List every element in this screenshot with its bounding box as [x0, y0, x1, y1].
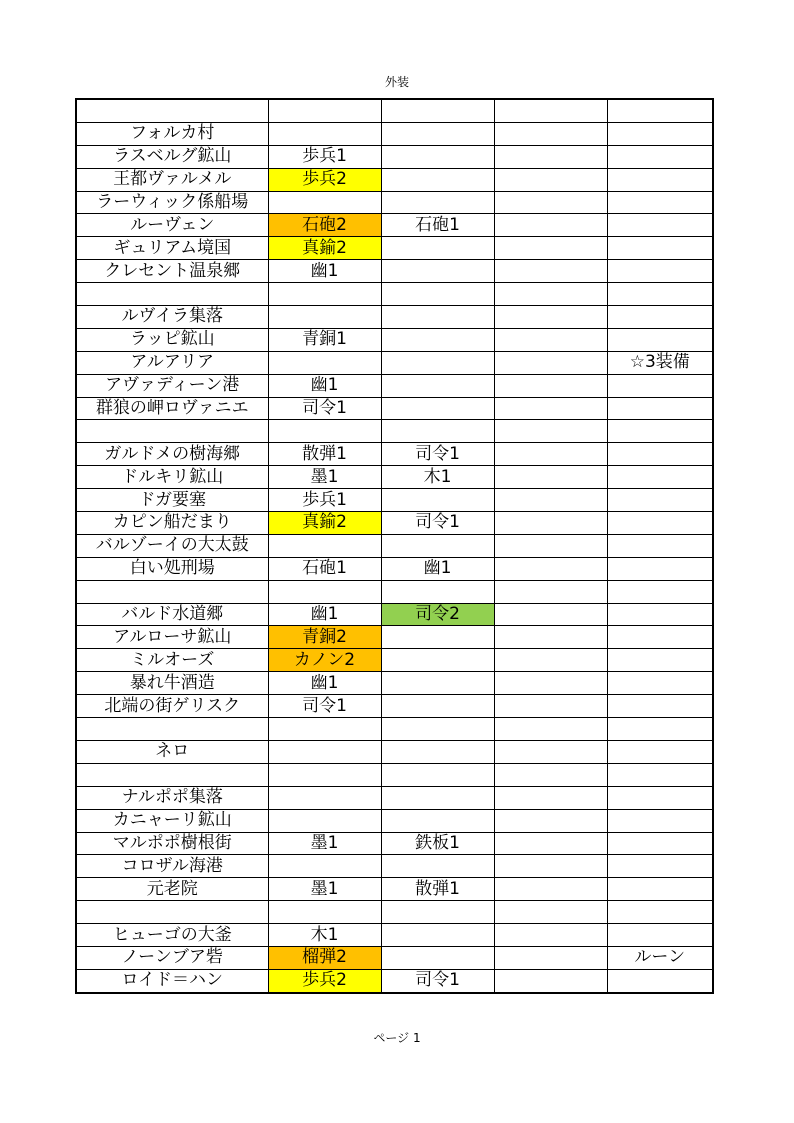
- note-cell: [607, 626, 713, 649]
- note-cell: [607, 878, 713, 901]
- note-cell: [607, 145, 713, 168]
- table-row: [76, 649, 713, 672]
- table-row: [76, 534, 713, 557]
- material-1-cell: [268, 283, 381, 306]
- location-cell: アヴァディーン港: [76, 374, 268, 397]
- material-3-cell: [494, 580, 607, 603]
- table-row: [76, 489, 713, 512]
- material-2-cell: 司令1: [381, 512, 494, 535]
- material-3-cell: [494, 351, 607, 374]
- material-3-cell: [494, 466, 607, 489]
- material-3-cell: [494, 145, 607, 168]
- material-1-cell: 木1: [268, 924, 381, 947]
- material-2-cell: [381, 260, 494, 283]
- note-cell: [607, 718, 713, 741]
- material-2-cell: [381, 122, 494, 145]
- material-1-cell: [268, 122, 381, 145]
- location-cell: カニャーリ鉱山: [76, 809, 268, 832]
- note-cell: [607, 512, 713, 535]
- table-row: [76, 763, 713, 786]
- table-row: [76, 695, 713, 718]
- location-cell: [76, 580, 268, 603]
- location-cell: バルゾーイの大太鼓: [76, 534, 268, 557]
- material-1-cell: 歩兵1: [268, 145, 381, 168]
- table-row: [76, 260, 713, 283]
- material-1-cell: [268, 718, 381, 741]
- location-cell: ルヴイラ集落: [76, 306, 268, 329]
- material-2-cell: [381, 580, 494, 603]
- location-cell: [76, 420, 268, 443]
- material-2-cell: 木1: [381, 466, 494, 489]
- material-1-cell: 青銅1: [268, 328, 381, 351]
- material-2-cell: [381, 809, 494, 832]
- location-cell: カピン船だまり: [76, 512, 268, 535]
- table-row: [76, 901, 713, 924]
- location-cell: [76, 283, 268, 306]
- material-3-cell: [494, 878, 607, 901]
- table-row: [76, 306, 713, 329]
- material-1-cell: [268, 306, 381, 329]
- table-row: [76, 443, 713, 466]
- material-1-cell: 幽1: [268, 672, 381, 695]
- note-cell: [607, 420, 713, 443]
- location-cell: ドガ要塞: [76, 489, 268, 512]
- material-2-cell: 司令2: [381, 603, 494, 626]
- note-cell: [607, 603, 713, 626]
- note-cell: ルーン: [607, 946, 713, 969]
- note-cell: [607, 809, 713, 832]
- table-row: [76, 351, 713, 374]
- note-cell: [607, 695, 713, 718]
- location-cell: ヒューゴの大釜: [76, 924, 268, 947]
- material-2-cell: [381, 901, 494, 924]
- table-row: [76, 145, 713, 168]
- material-1-cell: カノン2: [268, 649, 381, 672]
- table-row: [76, 191, 713, 214]
- material-3-cell: [494, 809, 607, 832]
- location-cell: 北端の街ゲリスク: [76, 695, 268, 718]
- material-3-cell: [494, 420, 607, 443]
- table-row: [76, 283, 713, 306]
- material-2-cell: [381, 237, 494, 260]
- location-cell: 白い処刑場: [76, 557, 268, 580]
- page-footer: ページ 1: [373, 1031, 421, 1045]
- material-2-cell: [381, 740, 494, 763]
- note-cell: [607, 672, 713, 695]
- material-1-cell: 真鍮2: [268, 237, 381, 260]
- note-cell: [607, 557, 713, 580]
- material-1-cell: 墨1: [268, 878, 381, 901]
- table-row: [76, 466, 713, 489]
- note-cell: [607, 786, 713, 809]
- material-3-cell: [494, 214, 607, 237]
- material-1-cell: [268, 99, 381, 122]
- material-1-cell: 幽1: [268, 260, 381, 283]
- table-row: [76, 786, 713, 809]
- table-row: [76, 237, 713, 260]
- note-cell: [607, 855, 713, 878]
- material-2-cell: [381, 534, 494, 557]
- material-3-cell: [494, 672, 607, 695]
- material-2-cell: [381, 99, 494, 122]
- note-cell: [607, 260, 713, 283]
- material-3-cell: [494, 306, 607, 329]
- material-1-cell: 司令1: [268, 397, 381, 420]
- material-2-cell: [381, 351, 494, 374]
- note-cell: [607, 443, 713, 466]
- note-cell: [607, 397, 713, 420]
- table-row: [76, 924, 713, 947]
- table-row: [76, 214, 713, 237]
- material-3-cell: [494, 328, 607, 351]
- material-1-cell: 司令1: [268, 695, 381, 718]
- material-3-cell: [494, 534, 607, 557]
- material-3-cell: [494, 649, 607, 672]
- sheet-header-title: 外装: [384, 75, 409, 89]
- material-2-cell: [381, 191, 494, 214]
- material-3-cell: [494, 626, 607, 649]
- location-cell: コロザル海港: [76, 855, 268, 878]
- table-row: [76, 603, 713, 626]
- note-cell: [607, 237, 713, 260]
- material-2-cell: [381, 718, 494, 741]
- location-cell: 元老院: [76, 878, 268, 901]
- note-cell: [607, 924, 713, 947]
- note-cell: [607, 832, 713, 855]
- location-cell: ナルポポ集落: [76, 786, 268, 809]
- material-2-cell: [381, 420, 494, 443]
- note-cell: [607, 466, 713, 489]
- note-cell: [607, 328, 713, 351]
- material-2-cell: 司令1: [381, 443, 494, 466]
- table-row: [76, 832, 713, 855]
- note-cell: ☆3装備: [607, 351, 713, 374]
- note-cell: [607, 168, 713, 191]
- note-cell: [607, 969, 713, 992]
- location-cell: ノーンブア砦: [76, 946, 268, 969]
- table-row: [76, 626, 713, 649]
- note-cell: [607, 740, 713, 763]
- material-2-cell: [381, 924, 494, 947]
- material-3-cell: [494, 557, 607, 580]
- material-3-cell: [494, 122, 607, 145]
- location-cell: アルアリア: [76, 351, 268, 374]
- material-2-cell: [381, 374, 494, 397]
- table-row: [76, 855, 713, 878]
- table-row: [76, 512, 713, 535]
- material-3-cell: [494, 969, 607, 992]
- material-3-cell: [494, 283, 607, 306]
- material-3-cell: [494, 443, 607, 466]
- location-cell: ネロ: [76, 740, 268, 763]
- location-cell: バルド水道郷: [76, 603, 268, 626]
- material-3-cell: [494, 512, 607, 535]
- material-3-cell: [494, 260, 607, 283]
- material-1-cell: [268, 191, 381, 214]
- material-1-cell: [268, 580, 381, 603]
- table-row: [76, 122, 713, 145]
- material-1-cell: 石砲1: [268, 557, 381, 580]
- note-cell: [607, 283, 713, 306]
- location-cell: 王都ヴァルメル: [76, 168, 268, 191]
- location-cell: ミルオーズ: [76, 649, 268, 672]
- material-2-cell: [381, 695, 494, 718]
- material-3-cell: [494, 786, 607, 809]
- material-1-cell: [268, 351, 381, 374]
- material-2-cell: 石砲1: [381, 214, 494, 237]
- location-cell: ギュリアム境国: [76, 237, 268, 260]
- material-3-cell: [494, 603, 607, 626]
- note-cell: [607, 122, 713, 145]
- table-row: [76, 809, 713, 832]
- material-3-cell: [494, 740, 607, 763]
- location-cell: [76, 763, 268, 786]
- material-2-cell: [381, 855, 494, 878]
- table-row: [76, 328, 713, 351]
- material-3-cell: [494, 397, 607, 420]
- material-1-cell: 石砲2: [268, 214, 381, 237]
- material-1-cell: 墨1: [268, 466, 381, 489]
- material-2-cell: 散弾1: [381, 878, 494, 901]
- material-1-cell: 墨1: [268, 832, 381, 855]
- material-1-cell: 歩兵2: [268, 969, 381, 992]
- table-row: [76, 969, 713, 992]
- material-1-cell: 歩兵1: [268, 489, 381, 512]
- note-cell: [607, 534, 713, 557]
- material-2-cell: [381, 145, 494, 168]
- material-3-cell: [494, 763, 607, 786]
- table-row: [76, 557, 713, 580]
- location-cell: ロイド＝ハン: [76, 969, 268, 992]
- table-row: [76, 946, 713, 969]
- note-cell: [607, 99, 713, 122]
- material-1-cell: 榴弾2: [268, 946, 381, 969]
- table-row: [76, 740, 713, 763]
- table-row: [76, 168, 713, 191]
- material-2-cell: 幽1: [381, 557, 494, 580]
- location-cell: マルポポ樹根街: [76, 832, 268, 855]
- material-3-cell: [494, 924, 607, 947]
- note-cell: [607, 901, 713, 924]
- note-cell: [607, 580, 713, 603]
- material-1-cell: [268, 420, 381, 443]
- location-cell: ラスベルグ鉱山: [76, 145, 268, 168]
- material-2-cell: [381, 168, 494, 191]
- table-row: [76, 397, 713, 420]
- table-row: [76, 580, 713, 603]
- location-cell: 暴れ牛酒造: [76, 672, 268, 695]
- location-cell: ラッピ鉱山: [76, 328, 268, 351]
- material-2-cell: 司令1: [381, 969, 494, 992]
- material-1-cell: [268, 855, 381, 878]
- material-2-cell: [381, 328, 494, 351]
- material-1-cell: 幽1: [268, 374, 381, 397]
- material-1-cell: 散弾1: [268, 443, 381, 466]
- material-1-cell: 歩兵2: [268, 168, 381, 191]
- material-3-cell: [494, 489, 607, 512]
- material-2-cell: [381, 489, 494, 512]
- material-2-cell: [381, 786, 494, 809]
- location-cell: ラーウィック係船場: [76, 191, 268, 214]
- material-1-cell: [268, 534, 381, 557]
- material-2-cell: [381, 397, 494, 420]
- material-3-cell: [494, 191, 607, 214]
- table-row: [76, 878, 713, 901]
- location-cell: ドルキリ鉱山: [76, 466, 268, 489]
- material-1-cell: 真鍮2: [268, 512, 381, 535]
- material-1-cell: [268, 763, 381, 786]
- location-cell: アルローサ鉱山: [76, 626, 268, 649]
- equipment-table-body: [76, 99, 713, 993]
- material-3-cell: [494, 237, 607, 260]
- table-row: [76, 718, 713, 741]
- material-1-cell: 青銅2: [268, 626, 381, 649]
- material-3-cell: [494, 901, 607, 924]
- location-cell: ルーヴェン: [76, 214, 268, 237]
- note-cell: [607, 191, 713, 214]
- material-3-cell: [494, 946, 607, 969]
- material-2-cell: [381, 672, 494, 695]
- table-row: [76, 374, 713, 397]
- material-2-cell: [381, 649, 494, 672]
- equipment-table: [75, 98, 714, 994]
- material-3-cell: [494, 695, 607, 718]
- material-1-cell: 幽1: [268, 603, 381, 626]
- location-cell: 群狼の岬ロヴァニエ: [76, 397, 268, 420]
- material-2-cell: [381, 626, 494, 649]
- material-3-cell: [494, 718, 607, 741]
- table-row: [76, 420, 713, 443]
- material-2-cell: 鉄板1: [381, 832, 494, 855]
- material-2-cell: [381, 306, 494, 329]
- material-2-cell: [381, 763, 494, 786]
- material-3-cell: [494, 374, 607, 397]
- material-1-cell: [268, 901, 381, 924]
- material-2-cell: [381, 946, 494, 969]
- location-cell: [76, 718, 268, 741]
- material-2-cell: [381, 283, 494, 306]
- material-3-cell: [494, 855, 607, 878]
- material-3-cell: [494, 832, 607, 855]
- location-cell: [76, 99, 268, 122]
- location-cell: クレセント温泉郷: [76, 260, 268, 283]
- material-1-cell: [268, 786, 381, 809]
- material-1-cell: [268, 740, 381, 763]
- note-cell: [607, 489, 713, 512]
- location-cell: ガルドメの樹海郷: [76, 443, 268, 466]
- note-cell: [607, 306, 713, 329]
- note-cell: [607, 649, 713, 672]
- note-cell: [607, 763, 713, 786]
- table-row: [76, 99, 713, 122]
- material-1-cell: [268, 809, 381, 832]
- table-row: [76, 672, 713, 695]
- material-3-cell: [494, 99, 607, 122]
- location-cell: フォルカ村: [76, 122, 268, 145]
- note-cell: [607, 374, 713, 397]
- material-3-cell: [494, 168, 607, 191]
- location-cell: [76, 901, 268, 924]
- note-cell: [607, 214, 713, 237]
